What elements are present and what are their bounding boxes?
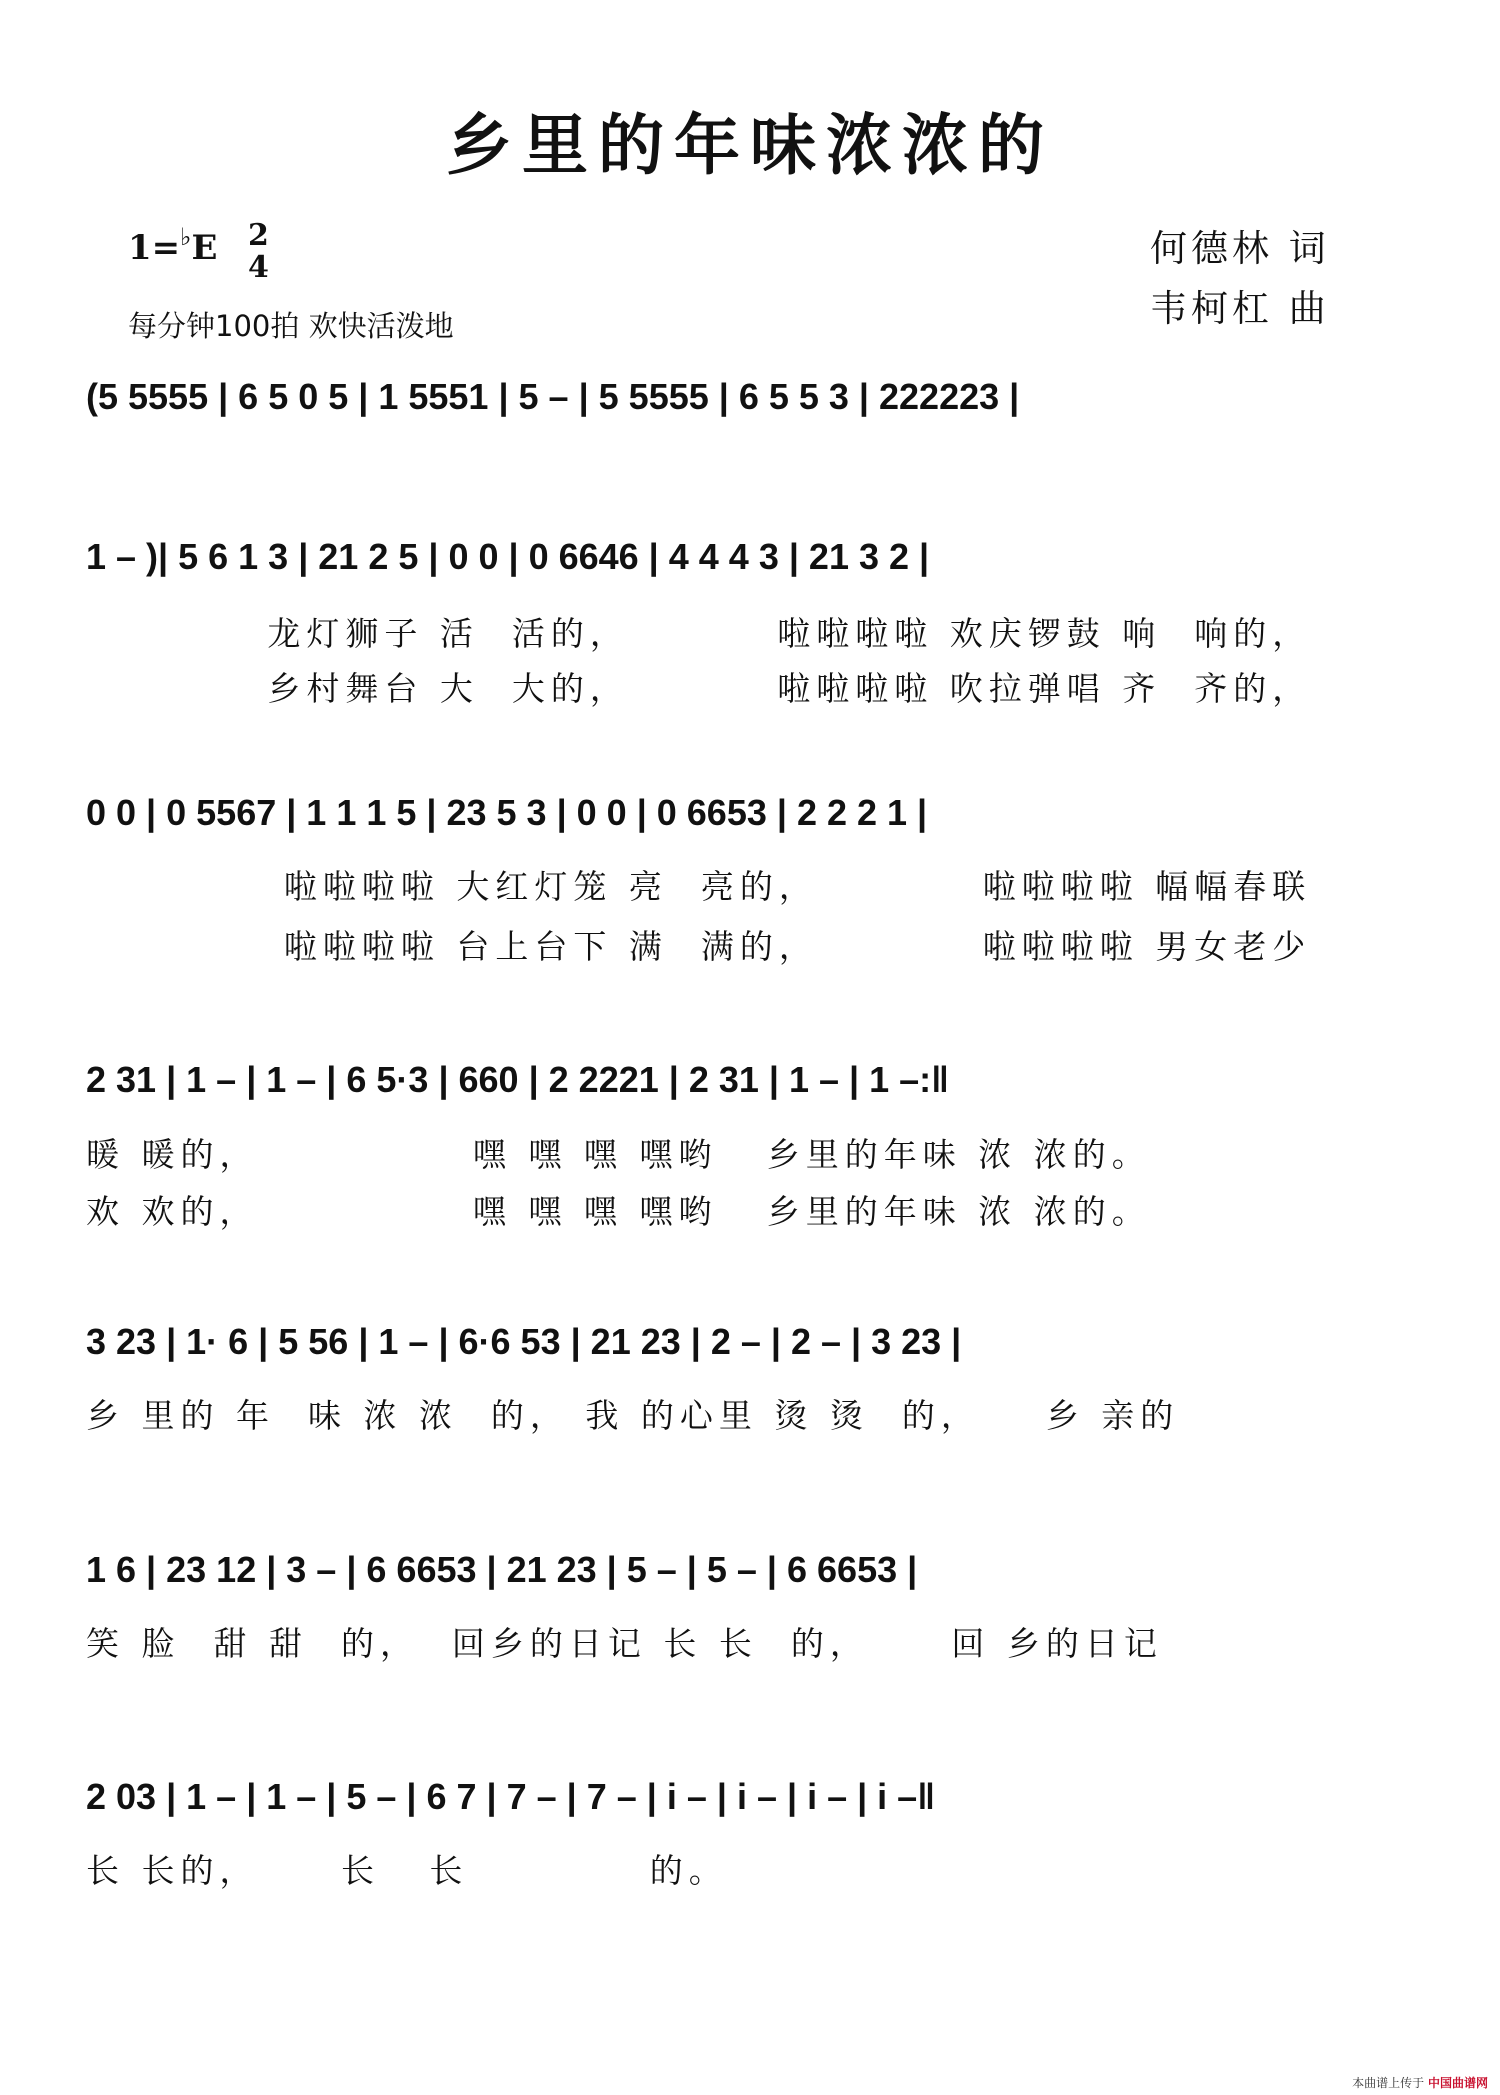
notation-line-3: 0 0 | 0 5567 | 1 1 1 5 | 23 5 3 | 0 0 | 0 6653 | 2 2 2 1 | bbox=[86, 792, 928, 833]
notation-line-2: 1 – )| 5 6 1 3 | 21 2 5 | 0 0 | 0 6646 | 4 4 4 3 | 21 3 2 | bbox=[86, 536, 930, 577]
site-logo: 中国曲谱网 bbox=[1427, 2076, 1488, 2090]
notation-line-5: 3 23 | 1· 6 | 5 56 | 1 – | 6·6 53 | 21 23 | 2 – | 2 – | 3 23 | bbox=[86, 1321, 962, 1362]
notation-line-1: (5 5555 | 6 5 0 5 | 1 5551 | 5 – | 5 5555 | 6 5 5 3 | 222223 | bbox=[86, 376, 1020, 417]
notation-line-7: 2 03 | 1 – | 1 – | 5 – | 6 7 | 7 – | 7 – | i – | i – | i – | i –‖ bbox=[86, 1776, 936, 1817]
notation-line-6: 1 6 | 23 12 | 3 – | 6 6653 | 21 23 | 5 – | 5 – | 6 6653 | bbox=[86, 1549, 918, 1590]
time-signature: 2 4 bbox=[248, 218, 269, 285]
lyric-line-4-verse-2: 欢 欢的， 嘿 嘿 嘿 嘿哟 乡里的年味 浓 浓的。 bbox=[86, 1192, 1151, 1231]
notation-line-4: 2 31 | 1 – | 1 – | 6 5·3 | 660 | 2 2221 | 2 31 | 1 – | 1 –:‖ bbox=[86, 1059, 950, 1100]
composer-credit: 韦柯杠 曲 bbox=[1150, 287, 1330, 330]
tempo-marking: 每分钟100拍 欢快活泼地 bbox=[128, 309, 454, 343]
key-signature: 1=♭E bbox=[128, 222, 218, 268]
lyric-line-7: 长 长的， 长 长 的。 bbox=[86, 1851, 728, 1890]
lyricist-credit: 何德林 词 bbox=[1150, 227, 1330, 270]
source-footer: 本曲谱上传于 中国曲谱网 bbox=[1352, 2076, 1488, 2090]
lyric-line-4-verse-1: 暖 暖的， 嘿 嘿 嘿 嘿哟 乡里的年味 浓 浓的。 bbox=[86, 1135, 1151, 1174]
lyric-line-5: 乡 里的 年 味 浓 浓 的， 我 的心里 烫 烫 的， 乡 亲的 bbox=[86, 1396, 1180, 1435]
lyric-line-3-verse-2: 啦啦啦啦 台上台下 满 满的， 啦啦啦啦 男女老少 bbox=[86, 927, 1312, 966]
lyric-line-2-verse-2: 乡村舞台 大 大的， 啦啦啦啦 吹拉弹唱 齐 齐的， bbox=[86, 669, 1312, 708]
lyric-line-3-verse-1: 啦啦啦啦 大红灯笼 亮 亮的， 啦啦啦啦 幅幅春联 bbox=[86, 867, 1312, 906]
song-title: 乡里的年味浓浓的 bbox=[446, 106, 1054, 184]
lyric-line-6: 笑 脸 甜 甜 的， 回乡的日记 长 长 的， 回 乡的日记 bbox=[86, 1624, 1163, 1663]
lyric-line-2-verse-1: 龙灯狮子 活 活的， 啦啦啦啦 欢庆锣鼓 响 响的， bbox=[86, 614, 1312, 653]
